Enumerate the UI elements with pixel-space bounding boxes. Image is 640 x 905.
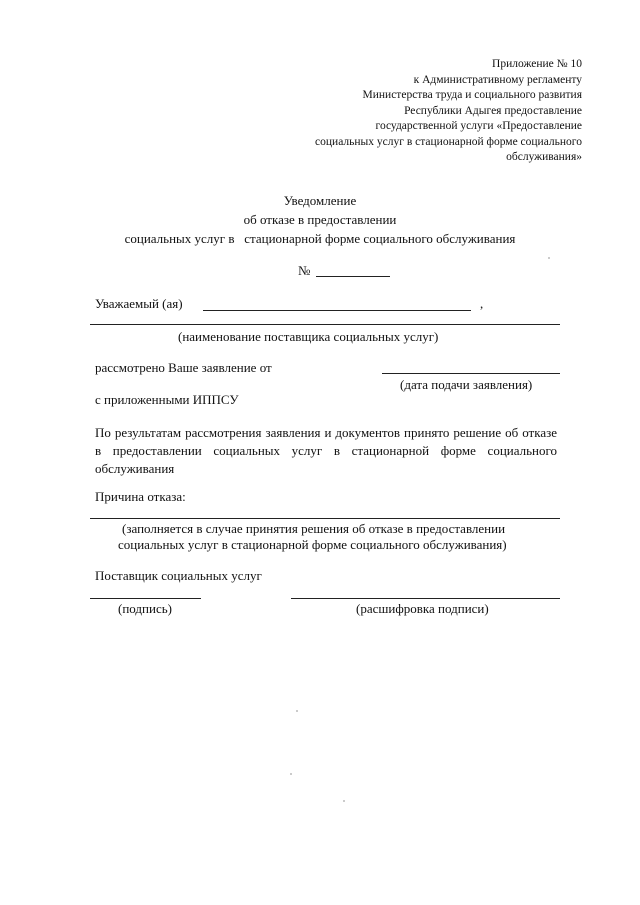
document-title bbox=[0, 191, 640, 248]
greeting-label: Уважаемый (ая) bbox=[95, 296, 183, 311]
title-line-1: Уведомление bbox=[283, 193, 357, 208]
application-date-field[interactable] bbox=[382, 373, 560, 374]
reason-caption-line-1: (заполняется в случае принятия решения об отказе в предоставлении bbox=[122, 521, 506, 536]
header-line: Республики Адыгея предоставление bbox=[404, 104, 582, 117]
signature-decode-field[interactable] bbox=[291, 598, 560, 599]
scan-speck bbox=[343, 800, 345, 802]
header-line: Приложение № 10 bbox=[492, 58, 582, 70]
header-line: социальных услуг в стационарной форме социального bbox=[315, 135, 582, 148]
number-label: № bbox=[298, 263, 311, 278]
title-line-2: об отказе в предоставлении bbox=[243, 212, 397, 227]
signature-decode-caption: (расшифровка подписи) bbox=[356, 601, 489, 616]
appendix-header bbox=[315, 57, 582, 166]
decision-paragraph: По результатам рассмотрения заявления и документов принято решение об отказе в предоставлении социальных услуг в стационарной форме социального обслуживания bbox=[95, 425, 557, 476]
signature-field[interactable] bbox=[90, 598, 201, 599]
provider-caption: (наименование поставщика социальных услуг) bbox=[178, 329, 439, 344]
attachments-label: с приложенными ИППСУ bbox=[95, 392, 239, 407]
provider-name-field[interactable] bbox=[90, 324, 560, 325]
signature-label: Поставщик социальных услуг bbox=[95, 568, 262, 583]
scan-speck bbox=[290, 773, 292, 775]
reason-field[interactable] bbox=[90, 518, 560, 519]
recipient-name-field[interactable] bbox=[203, 310, 471, 311]
header-line: к Административному регламенту bbox=[413, 73, 582, 86]
scan-speck bbox=[548, 257, 550, 259]
header-line: обслуживания» bbox=[506, 151, 582, 163]
application-label: рассмотрено Ваше заявление от bbox=[95, 360, 272, 375]
header-line: государственной услуги «Предоставление bbox=[375, 120, 582, 132]
signature-caption: (подпись) bbox=[118, 601, 172, 616]
application-date-caption: (дата подачи заявления) bbox=[400, 377, 533, 392]
scan-speck bbox=[296, 710, 298, 712]
title-line-3: социальных услуг в стационарной форме социального обслуживания bbox=[124, 231, 516, 246]
number-field[interactable] bbox=[316, 276, 390, 277]
greeting-comma: , bbox=[480, 296, 484, 311]
header-line: Министерства труда и социального развития bbox=[362, 89, 582, 101]
reason-caption-line-2: социальных услуг в стационарной форме социального обслуживания) bbox=[118, 537, 507, 552]
reason-label: Причина отказа: bbox=[95, 489, 186, 504]
